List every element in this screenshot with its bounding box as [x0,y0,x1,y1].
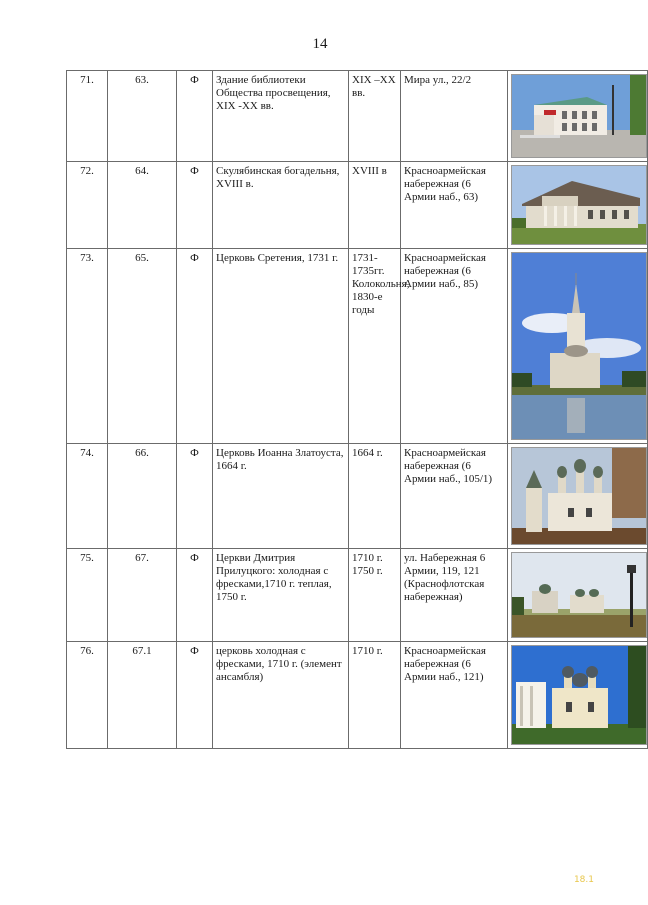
row-subnumber: 67.1 [108,642,177,749]
row-subnumber: 66. [108,444,177,549]
table-row [67,549,648,642]
row-category: Ф [177,71,213,162]
heritage-table [66,70,648,749]
object-name: Здание библиотеки Общества просвещения, XIX -XX вв. [213,71,349,162]
object-date: 1731-1735гг. Колокольня, 1830-е годы [349,249,401,444]
row-number: 71. [67,71,108,162]
object-address: Красноармейская набережная (6 Армии наб., 105/1) [401,444,508,549]
object-name: Скулябинская богадельня, XVIII в. [213,162,349,249]
library-building-photo [511,74,647,158]
object-date: XIX –XX вв. [349,71,401,162]
object-name: Церкви Дмитрия Прилуцкого: холодная с фресками,1710 г. теплая, 1750 г. [213,549,349,642]
table-row [67,642,648,749]
page-number: 14 [312,36,328,52]
object-address: Мира ул., 22/2 [401,71,508,162]
row-subnumber: 65. [108,249,177,444]
row-category: Ф [177,162,213,249]
almshouse-photo [511,165,647,245]
object-date: XVIII в [349,162,401,249]
row-category: Ф [177,444,213,549]
object-date: 1664 г. [349,444,401,549]
churches-prilutsky-photo [511,552,647,638]
church-sretenie-photo [511,252,647,440]
object-address: ул. Набережная 6 Армии, 119, 121 (Краснофлотская набережная) [401,549,508,642]
object-name: церковь холодная с фресками, 1710 г. (элемент ансамбля) [213,642,349,749]
object-name: Церковь Сретения, 1731 г. [213,249,349,444]
object-address: Красноармейская набережная (6 Армии наб., 121) [401,642,508,749]
object-date: 1710 г. 1750 г. [349,549,401,642]
row-category: Ф [177,642,213,749]
row-number: 74. [67,444,108,549]
corner-mark: 18.1 [573,875,594,885]
object-date: 1710 г. [349,642,401,749]
object-address: Красноармейская набережная (6 Армии наб., 63) [401,162,508,249]
row-number: 73. [67,249,108,444]
row-category: Ф [177,549,213,642]
table-row [67,444,648,549]
table-row [67,249,648,444]
row-number: 72. [67,162,108,249]
cold-church-photo [511,645,647,745]
object-name: Церковь Иоанна Златоуста, 1664 г. [213,444,349,549]
row-subnumber: 63. [108,71,177,162]
object-address: Красноармейская набережная (6 Армии наб., 85) [401,249,508,444]
row-subnumber: 64. [108,162,177,249]
row-number: 75. [67,549,108,642]
table-row [67,162,648,249]
row-category: Ф [177,249,213,444]
row-subnumber: 67. [108,549,177,642]
row-number: 76. [67,642,108,749]
church-zlatoust-photo [511,447,647,545]
table-row [67,71,648,162]
